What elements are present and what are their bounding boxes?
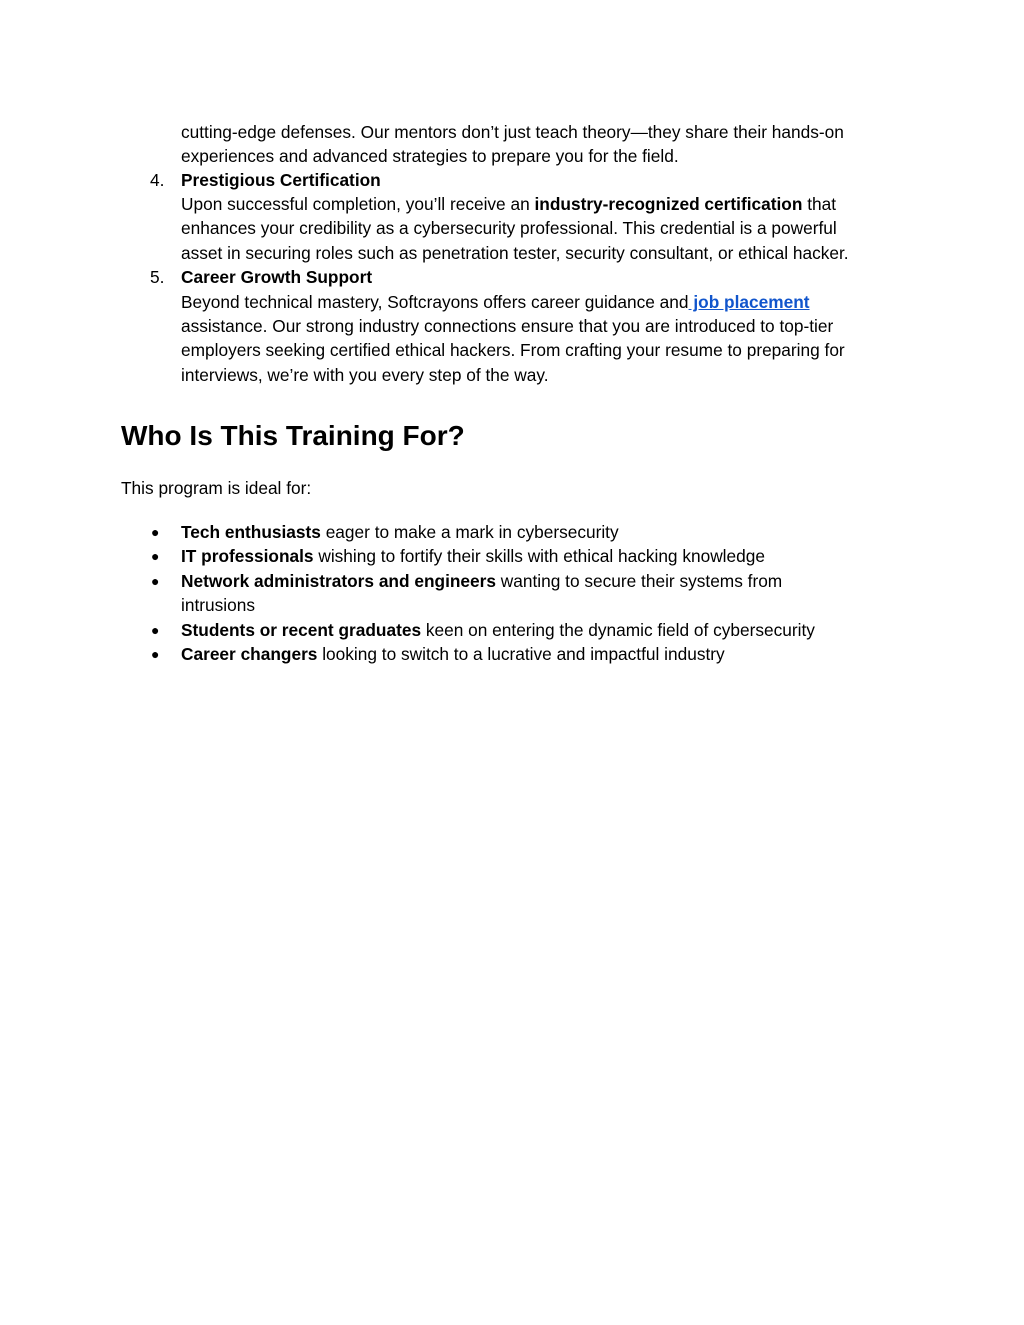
list-number-4: 4. xyxy=(150,170,165,190)
list-item-continuation: intrusions xyxy=(181,595,255,615)
item-4-line-2: enhances your credibility as a cybersecurity professional. This credential is a powerful xyxy=(181,218,837,238)
list-item: Students or recent graduates keen on entering the dynamic field of cybersecurity xyxy=(181,620,815,640)
item-5-line-4: interviews, we’re with you every step of the way. xyxy=(181,365,549,385)
item-5-line-2: assistance. Our strong industry connections ensure that you are introduced to top-tier xyxy=(181,316,834,336)
list-number-5: 5. xyxy=(150,267,165,287)
bullet-icon: ● xyxy=(151,548,160,564)
list-item: Career changers looking to switch to a lucrative and impactful industry xyxy=(181,644,725,664)
item-4-line-1: Upon successful completion, you’ll receive an industry-recognized certification that xyxy=(181,194,837,214)
item-5-title: Career Growth Support xyxy=(181,267,373,287)
section-heading: Who Is This Training For? xyxy=(121,420,465,451)
bullet-icon: ● xyxy=(151,646,160,662)
item-4-line-3: asset in securing roles such as penetration tester, security consultant, or ethical hacker. xyxy=(181,243,849,263)
list-item: Network administrators and engineers wanting to secure their systems from xyxy=(181,571,783,591)
list-item: Tech enthusiasts eager to make a mark in cybersecurity xyxy=(181,522,619,542)
job-placement-link[interactable]: job placement xyxy=(688,292,810,312)
item-5-line-3: employers seeking certified ethical hackers. From crafting your resume to preparing for xyxy=(181,340,845,360)
bullet-icon: ● xyxy=(151,622,160,638)
bullet-icon: ● xyxy=(151,524,160,540)
item-3-continuation-line-1: cutting-edge defenses. Our mentors don’t just teach theory—they share their hands-on xyxy=(181,122,844,142)
item-3-continuation-line-2: experiences and advanced strategies to prepare you for the field. xyxy=(181,146,679,166)
item-4-title: Prestigious Certification xyxy=(181,170,381,190)
bullet-icon: ● xyxy=(151,573,160,589)
item-5-line-1: Beyond technical mastery, Softcrayons offers career guidance and job placement xyxy=(181,292,810,312)
list-item: IT professionals wishing to fortify their skills with ethical hacking knowledge xyxy=(181,546,765,566)
section-intro: This program is ideal for: xyxy=(121,478,312,498)
